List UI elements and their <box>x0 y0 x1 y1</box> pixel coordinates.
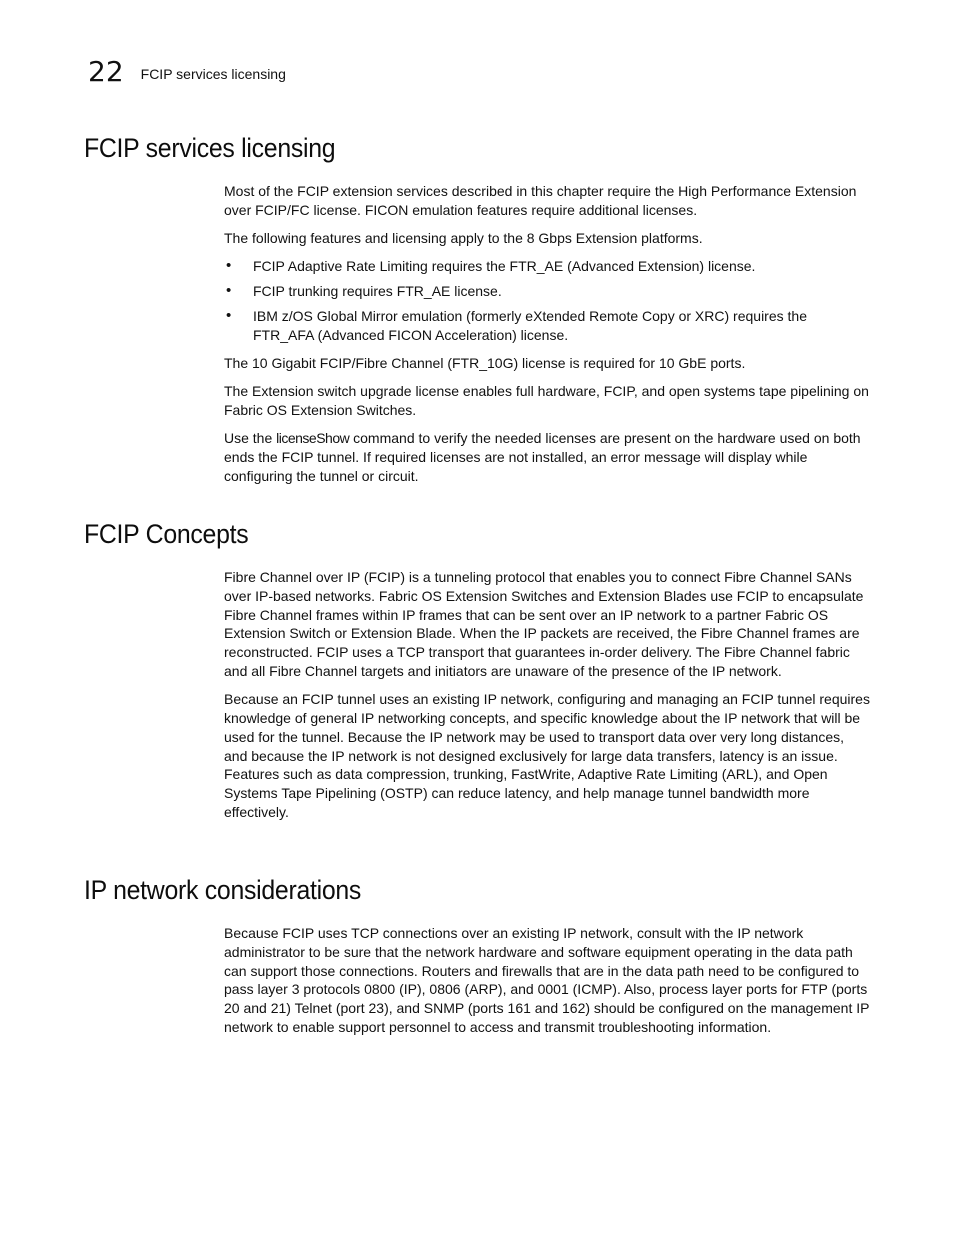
running-header <box>88 54 286 90</box>
section-body-fcip-services-licensing <box>224 182 870 495</box>
list-item-text: IBM z/OS Global Mirror emulation (formerly eXtended Remote Copy or XRC) requires the FTR_AFA (Advanced FICON Acceleration) license. <box>253 307 807 343</box>
paragraph: The 10 Gigabit FCIP/Fibre Channel (FTR_10G) license is required for 10 GbE ports. <box>224 355 746 372</box>
bullet-icon: • <box>226 257 232 275</box>
section-body-ip-network-considerations <box>224 924 870 1046</box>
paragraph: Fibre Channel over IP (FCIP) is a tunneling protocol that enables you to connect Fibre Channel SANs over IP-based networks. Fabric OS Extension Switches and Extension Blades use FCIP to encapsulate Fibre Channel frames within IP frames that can be sent over an IP network to a partner Fabric OS Extension Switch or Extension Blade. When the IP packets are received, the Fibre Channel frames are reconstructed. FCIP uses a TCP transport that guarantees in-order delivery. The Fibre Channel fabric and all Fibre Channel targets and initiators are unaware of the presence of the IP network. <box>224 569 864 679</box>
license-show-paragraph <box>224 429 870 485</box>
paragraph-suffix: command to verify the needed licenses are present on the hardware used on both ends the FCIP tunnel. If required licenses are not installed, an error message will display while configuring the tunnel or circuit. <box>224 430 861 485</box>
chapter-number: 22 <box>88 55 124 88</box>
paragraph: Most of the FCIP extension services described in this chapter require the High Performance Extension over FCIP/FC license. FICON emulation features require additional licenses. <box>224 183 857 218</box>
list-item-text: FCIP trunking requires FTR_AE license. <box>253 283 502 300</box>
paragraph-prefix: Use the <box>224 430 277 447</box>
paragraph: Because FCIP uses TCP connections over an existing IP network, consult with the IP network administrator to be sure that the network hardware and software equipment operating in the data path can support those connections. Routers and firewalls that are in the data path need to be configured to pass layer 3 protocols 0800 (IP), 0806 (ARP), and 0001 (ICMP). Also, process layer ports for FTP (ports 20 and 21) Telnet (port 23), and SNMP (ports 161 and 162) should be configured on the management IP network to enable support personnel to access and transmit troubleshooting information. <box>224 925 870 1035</box>
paragraph: The following features and licensing apply to the 8 Gbps Extension platforms. <box>224 230 703 247</box>
section-title-fcip-services-licensing: FCIP services licensing <box>84 133 336 163</box>
list-item <box>224 307 870 345</box>
section-title-fcip-concepts: FCIP Concepts <box>84 519 249 549</box>
command-name: licenseShow <box>276 430 350 447</box>
section-body-fcip-concepts <box>224 568 870 831</box>
running-title: FCIP services licensing <box>140 65 286 82</box>
list-item <box>224 257 870 276</box>
section-title-ip-network-considerations: IP network considerations <box>84 875 362 905</box>
list-item-text: FCIP Adaptive Rate Limiting requires the FTR_AE (Advanced Extension) license. <box>253 258 756 275</box>
bullet-icon: • <box>226 306 232 324</box>
paragraph: Because an FCIP tunnel uses an existing IP network, configuring and managing an FCIP tunnel requires knowledge of general IP networking concepts, and specific knowledge about the IP network that will be used for the tunnel. Because the IP network may be used to transport data over very long distances, and because the IP network is not designed exclusively for large data transfers, latency is an issue. Features such as data compression, trunking, FastWrite, Adaptive Rate Limiting (ARL), and Open Systems Tape Pipelining (OSTP) can reduce latency, and help manage tunnel bandwidth more effectively. <box>224 691 870 821</box>
list-item <box>224 282 870 301</box>
bullet-icon: • <box>226 282 232 300</box>
paragraph: The Extension switch upgrade license enables full hardware, FCIP, and open systems tape pipelining on Fabric OS Extension Switches. <box>224 383 869 419</box>
bullet-list <box>224 257 870 344</box>
